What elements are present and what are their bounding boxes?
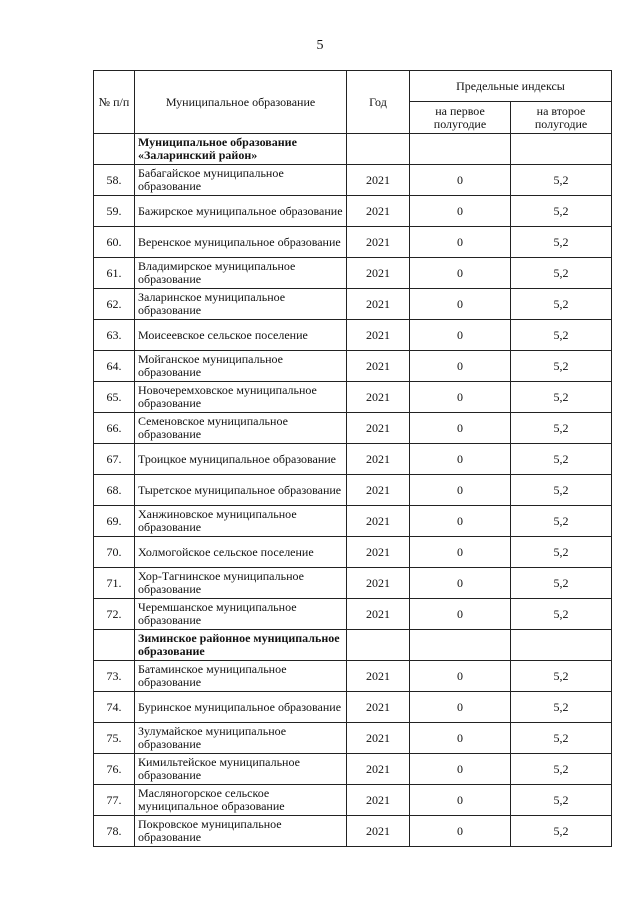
table-row — [94, 165, 612, 196]
year-value: 2021 — [347, 475, 410, 506]
second-half-index: 5,2 — [511, 444, 612, 475]
first-half-index: 0 — [410, 754, 511, 785]
first-half-index: 0 — [410, 723, 511, 754]
first-half-index: 0 — [410, 196, 511, 227]
section-second-half-cell — [511, 134, 612, 165]
table-row — [94, 413, 612, 444]
year-value: 2021 — [347, 289, 410, 320]
year-value: 2021 — [347, 320, 410, 351]
header-first-half: на первое полугодие — [410, 102, 511, 134]
row-number: 77. — [94, 785, 135, 816]
first-half-index: 0 — [410, 413, 511, 444]
municipality-name: Новочеремховское муниципальное образование — [135, 382, 347, 413]
first-half-index: 0 — [410, 351, 511, 382]
year-value: 2021 — [347, 723, 410, 754]
section-num-cell — [94, 630, 135, 661]
second-half-index: 5,2 — [511, 227, 612, 258]
second-half-index: 5,2 — [511, 568, 612, 599]
first-half-index: 0 — [410, 258, 511, 289]
first-half-index: 0 — [410, 289, 511, 320]
year-value: 2021 — [347, 568, 410, 599]
table-row — [94, 475, 612, 506]
second-half-index: 5,2 — [511, 382, 612, 413]
table-row — [94, 227, 612, 258]
table-row — [94, 661, 612, 692]
page-number: 5 — [316, 38, 324, 53]
year-value: 2021 — [347, 165, 410, 196]
table-row — [94, 444, 612, 475]
table-row — [94, 599, 612, 630]
municipality-name: Владимирское муниципальное образование — [135, 258, 347, 289]
row-number: 72. — [94, 599, 135, 630]
second-half-index: 5,2 — [511, 723, 612, 754]
first-half-index: 0 — [410, 382, 511, 413]
second-half-index: 5,2 — [511, 196, 612, 227]
municipality-name: Зулумайское муниципальное образование — [135, 723, 347, 754]
table-row — [94, 506, 612, 537]
municipality-name: Буринское муниципальное образование — [135, 692, 347, 723]
row-number: 76. — [94, 754, 135, 785]
second-half-index: 5,2 — [511, 816, 612, 847]
second-half-index: 5,2 — [511, 289, 612, 320]
year-value: 2021 — [347, 351, 410, 382]
municipality-name: Семеновское муниципальное образование — [135, 413, 347, 444]
first-half-index: 0 — [410, 165, 511, 196]
year-value: 2021 — [347, 599, 410, 630]
row-number: 62. — [94, 289, 135, 320]
year-value: 2021 — [347, 382, 410, 413]
row-number: 70. — [94, 537, 135, 568]
year-value: 2021 — [347, 227, 410, 258]
year-value: 2021 — [347, 258, 410, 289]
section-year-cell — [347, 630, 410, 661]
first-half-index: 0 — [410, 475, 511, 506]
municipality-name: Покровское муниципальное образование — [135, 816, 347, 847]
municipality-name: Холмогойское сельское поселение — [135, 537, 347, 568]
limit-indices-table — [93, 70, 612, 847]
second-half-index: 5,2 — [511, 351, 612, 382]
row-number: 60. — [94, 227, 135, 258]
row-number: 61. — [94, 258, 135, 289]
second-half-index: 5,2 — [511, 537, 612, 568]
table-row — [94, 568, 612, 599]
municipality-name: Ханжиновское муниципальное образование — [135, 506, 347, 537]
year-value: 2021 — [347, 444, 410, 475]
municipality-name: Заларинское муниципальное образование — [135, 289, 347, 320]
first-half-index: 0 — [410, 320, 511, 351]
year-value: 2021 — [347, 754, 410, 785]
municipality-name: Веренское муниципальное образование — [135, 227, 347, 258]
first-half-index: 0 — [410, 227, 511, 258]
table-row — [94, 816, 612, 847]
table-row — [94, 258, 612, 289]
header-year: Год — [347, 71, 410, 134]
year-value: 2021 — [347, 661, 410, 692]
section-title: Зиминское районное муниципальное образование — [135, 630, 347, 661]
municipality-name: Троицкое муниципальное образование — [135, 444, 347, 475]
row-number: 68. — [94, 475, 135, 506]
year-value: 2021 — [347, 785, 410, 816]
municipality-name: Масляногорское сельское муниципальное образование — [135, 785, 347, 816]
section-num-cell — [94, 134, 135, 165]
first-half-index: 0 — [410, 568, 511, 599]
second-half-index: 5,2 — [511, 165, 612, 196]
first-half-index: 0 — [410, 692, 511, 723]
second-half-index: 5,2 — [511, 754, 612, 785]
table-row — [94, 692, 612, 723]
second-half-index: 5,2 — [511, 661, 612, 692]
municipality-name: Тыретское муниципальное образование — [135, 475, 347, 506]
section-second-half-cell — [511, 630, 612, 661]
second-half-index: 5,2 — [511, 599, 612, 630]
first-half-index: 0 — [410, 537, 511, 568]
second-half-index: 5,2 — [511, 506, 612, 537]
municipality-name: Моисеевское сельское поселение — [135, 320, 347, 351]
table-row — [94, 289, 612, 320]
row-number: 73. — [94, 661, 135, 692]
row-number: 67. — [94, 444, 135, 475]
first-half-index: 0 — [410, 506, 511, 537]
first-half-index: 0 — [410, 599, 511, 630]
second-half-index: 5,2 — [511, 475, 612, 506]
second-half-index: 5,2 — [511, 413, 612, 444]
second-half-index: 5,2 — [511, 320, 612, 351]
municipality-name: Кимильтейское муниципальное образование — [135, 754, 347, 785]
first-half-index: 0 — [410, 661, 511, 692]
municipality-name: Мойганское муниципальное образование — [135, 351, 347, 382]
municipality-name: Хор-Тагнинское муниципальное образование — [135, 568, 347, 599]
first-half-index: 0 — [410, 785, 511, 816]
table-row — [94, 785, 612, 816]
row-number: 74. — [94, 692, 135, 723]
section-row — [94, 134, 612, 165]
second-half-index: 5,2 — [511, 785, 612, 816]
second-half-index: 5,2 — [511, 258, 612, 289]
section-year-cell — [347, 134, 410, 165]
year-value: 2021 — [347, 692, 410, 723]
header-second-half: на второе полугодие — [511, 102, 612, 134]
year-value: 2021 — [347, 196, 410, 227]
row-number: 63. — [94, 320, 135, 351]
header-limit-indices: Предельные индексы — [410, 71, 612, 102]
row-number: 59. — [94, 196, 135, 227]
row-number: 66. — [94, 413, 135, 444]
year-value: 2021 — [347, 506, 410, 537]
year-value: 2021 — [347, 816, 410, 847]
second-half-index: 5,2 — [511, 692, 612, 723]
year-value: 2021 — [347, 413, 410, 444]
row-number: 58. — [94, 165, 135, 196]
header-num: № п/п — [94, 71, 135, 134]
table-row — [94, 754, 612, 785]
table-row — [94, 351, 612, 382]
row-number: 71. — [94, 568, 135, 599]
table-body — [94, 134, 612, 847]
section-first-half-cell — [410, 134, 511, 165]
section-first-half-cell — [410, 630, 511, 661]
municipality-name: Черемшанское муниципальное образование — [135, 599, 347, 630]
year-value: 2021 — [347, 537, 410, 568]
row-number: 64. — [94, 351, 135, 382]
municipality-name: Бажирское муниципальное образование — [135, 196, 347, 227]
table-row — [94, 320, 612, 351]
section-title: Муниципальное образование «Заларинский район» — [135, 134, 347, 165]
row-number: 69. — [94, 506, 135, 537]
first-half-index: 0 — [410, 444, 511, 475]
table-row — [94, 537, 612, 568]
municipality-name: Бабагайское муниципальное образование — [135, 165, 347, 196]
table-row — [94, 196, 612, 227]
row-number: 75. — [94, 723, 135, 754]
table-row — [94, 382, 612, 413]
row-number: 65. — [94, 382, 135, 413]
header-municipality: Муниципальное образование — [135, 71, 347, 134]
first-half-index: 0 — [410, 816, 511, 847]
table-row — [94, 723, 612, 754]
municipality-name: Батаминское муниципальное образование — [135, 661, 347, 692]
row-number: 78. — [94, 816, 135, 847]
section-row — [94, 630, 612, 661]
